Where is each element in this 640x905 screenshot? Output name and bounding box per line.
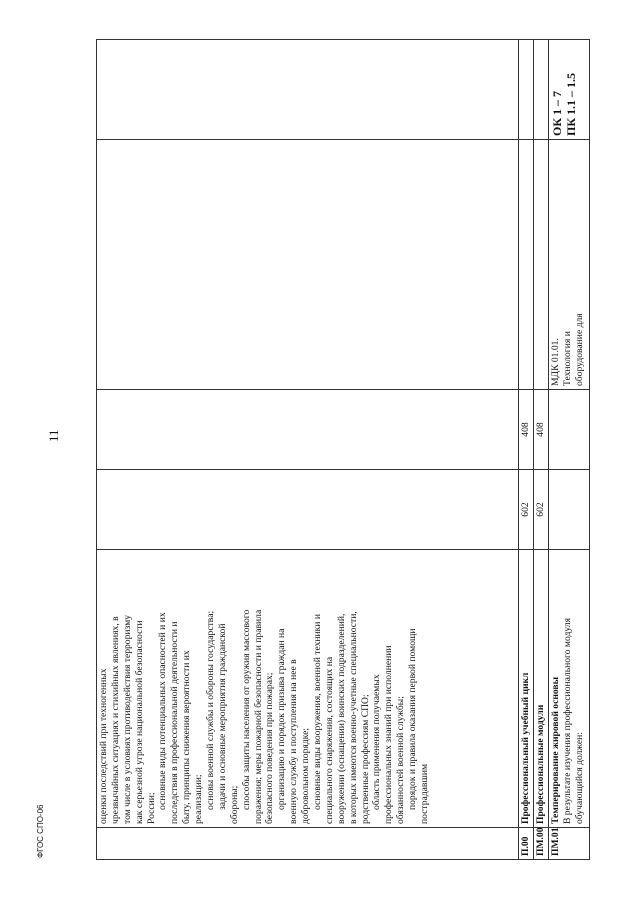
bzh-line: основные виды потенциальных опасностей и их [157,612,169,810]
cell-hours-max: 602 [534,470,549,550]
cell-hours-req: 408 [534,390,549,470]
bzh-line: вооружении (оснащении) воинских подразделений, [335,613,347,824]
cell-bzh-content [97,550,519,828]
bzh-line: область применения получаемых [371,674,383,810]
table-row-pm01 [549,40,590,860]
cell-discipline [534,140,549,390]
bzh-line: основы военной службы и обороны государства; [205,610,217,810]
standards-table [96,39,590,860]
bzh-line: порядок и правила оказания первой помощи [407,628,419,810]
competency-line: ПК 1.1 – 1.5 [564,72,579,136]
page-number: 11 [46,429,61,442]
bzh-line: России; [145,792,157,824]
pm01-subline: обучающийся должен: [573,732,585,824]
cell-code: ПМ.01 [549,828,590,860]
bzh-line: родственные профессиям СПО; [359,694,371,824]
table-row-p00 [519,40,534,860]
cell-title: Профессиональные модули [534,550,549,828]
bzh-line: основные виды вооружения, военной техники и [312,614,324,810]
bzh-line: безопасного поведения при пожарах; [264,672,276,824]
bzh-line: в которых имеются военно-учетные специальности, [347,611,359,824]
table-row-bzh [97,40,519,860]
cell-title: Профессиональный учебный цикл [519,550,534,828]
cell-hours-max-empty [97,470,519,550]
competency-line: ОК 1 – 7 [550,90,564,136]
discipline-line: МДК 01.01. [550,338,561,386]
bzh-line: реализации; [193,774,205,824]
bzh-line: организацию и порядок призыва граждан на [276,628,288,810]
bzh-line: профессиональных знаний при исполнении [383,645,395,824]
cell-hours-req [549,390,590,470]
pm01-title: Темперирование жировой основы [550,676,561,824]
bzh-line: военную службу и поступления на нее в [288,659,300,824]
cell-discipline-empty [97,140,519,390]
bzh-line: последствия в профессиональной деятельности и [169,621,181,824]
cell-hours-req-empty [97,390,519,470]
bzh-line: пострадавшим [419,763,431,824]
bzh-line: чрезвычайных ситуациях и стихийных явлениях, в [109,616,121,824]
bzh-line: обязанностей военной службы; [395,696,407,824]
cell-hours-req: 408 [519,390,534,470]
cell-code: ПМ.00 [534,828,549,860]
rotated-table-wrapper [96,40,590,860]
cell-competencies [549,40,590,140]
table-row-pm00 [534,40,549,860]
discipline-line: Технология и [561,331,573,386]
cell-competencies-empty [97,40,519,140]
bzh-line: добровольном порядке; [300,727,312,824]
discipline-line: оборудование для [573,313,585,386]
bzh-line: оценки последствий при техногенных [98,668,109,824]
bzh-line: задачи и основные мероприятия гражданской [216,623,228,810]
cell-competencies [534,40,549,140]
cell-competencies [519,40,534,140]
cell-code-empty [97,828,519,860]
bzh-line: как серьезной угрозе национальной безопасности [133,620,145,824]
bzh-line: обороны; [228,785,240,824]
cell-discipline [519,140,534,390]
cell-discipline [549,140,590,390]
pm01-subline: В результате изучения профессионального модуля [561,618,573,824]
cell-title [549,550,590,828]
bzh-line: способы защиты населения от оружия массового [240,609,252,810]
bzh-line: быту, принципы снижения вероятности их [181,650,193,824]
cell-code: П.00 [519,828,534,860]
bzh-line: поражения; меры пожарной безопасности и правила [252,609,264,824]
cell-hours-max [549,470,590,550]
cell-hours-max: 602 [519,470,534,550]
footer-code: ФГОС СПО-06 [36,804,45,858]
bzh-line: том числе в условиях противодействия терроризму [121,614,133,824]
bzh-line: специального снаряжения, состоящих на [323,656,335,824]
